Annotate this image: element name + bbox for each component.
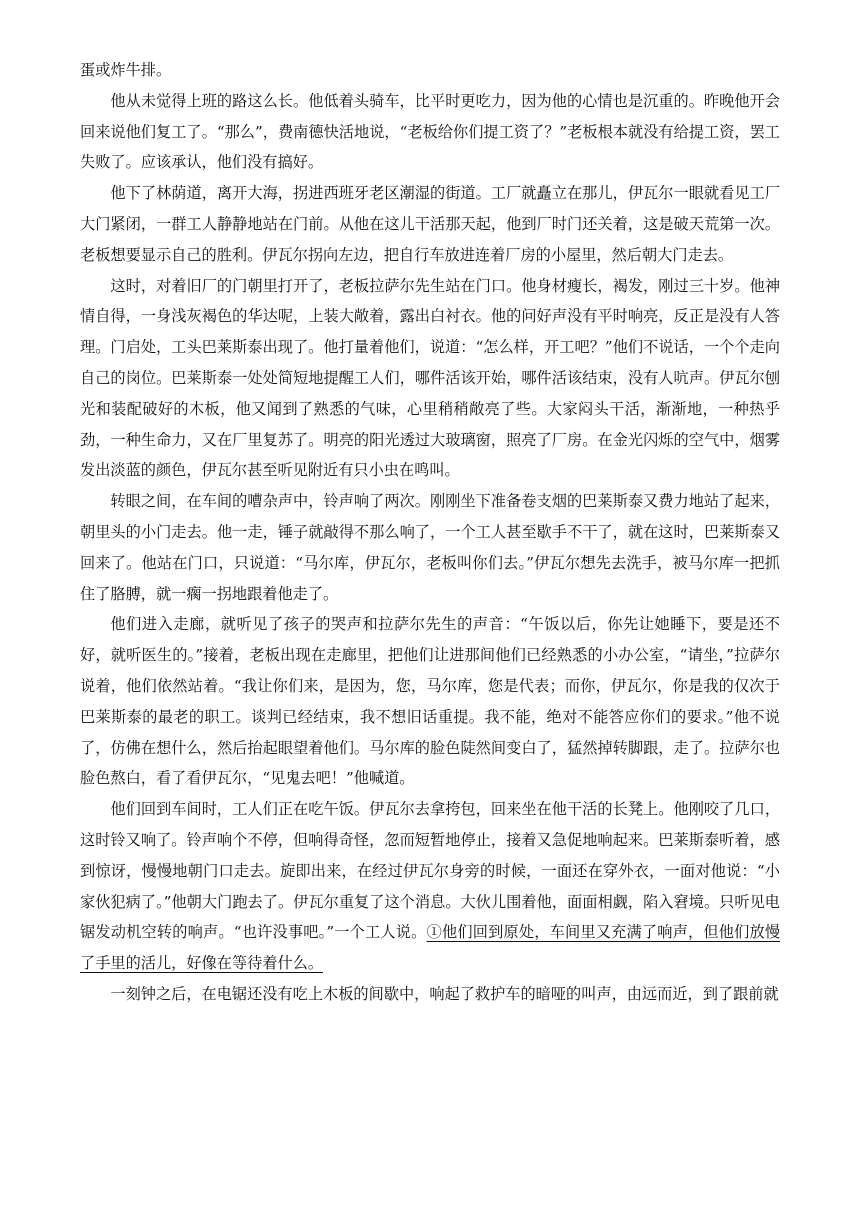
paragraph-6: 他们进入走廊，就听见了孩子的哭声和拉萨尔先生的声音：“午饭以后，你先让她睡下，要是还不好，就听医生的。”接着，老板出现在走廊里，把他们让进那间他们已经熟悉的小办公室，“请坐，”拉萨尔说着，他们依然站着。“我让你们来，是因为，您，马尔库，您是代表；而你，伊瓦尔，你是我的仅次于巴莱斯泰的最老的职工。谈判已经结束，我不想旧话重提。我不能，绝对不能答应你们的要求。”他不说了，仿佛在想什么，然后抬起眼望着他们。马尔库的脸色陡然间变白了，猛然掉转脚跟，走了。拉萨尔也脸色熬白，看了看伊瓦尔，“见鬼去吧！”他喊道。 xyxy=(80,615,780,788)
paragraph-2: 他从未觉得上班的路这么长。他低着头骑车，比平时更吃力，因为他的心情也是沉重的。昨晚他开会回来说他们复工了。“那么”，费南德快活地说，“老板给你们提工资了？”老板根本就没有给提工资，罢工失败了。应该承认，他们没有搞好。 xyxy=(80,91,780,172)
paragraph-4: 这时，对着旧厂的门朝里打开了，老板拉萨尔先生站在门口。他身材瘦长，褐发，刚过三十岁。他神情自得，一身浅灰褐色的华达呢，上装大敞着，露出白衬衣。他的问好声没有平时响亮，反正是没有人答理。门启处，工头巴莱斯泰出现了。他打量着他们，说道：“怎么样，开工吧？”他们不说话，一个个走向自己的岗位。巴莱斯泰一处处简短地提醒工人们，哪件活该开始，哪件活该结束，没有人吭声。伊瓦尔刨光和装配破好的木板，他又闻到了熟悉的气味，心里稍稍敞亮了些。大家闷头干活，渐渐地，一种热乎劲，一种生命力，又在厂里复苏了。明亮的阳光透过大玻璃窗，照亮了厂房。在金光闪烁的空气中，烟雾发出淡蓝的颜色，伊瓦尔甚至听见附近有只小虫在鸣叫。 xyxy=(80,276,780,480)
paragraph-3: 他下了林荫道，离开大海，拐进西班牙老区潮湿的街道。工厂就矗立在那儿，伊瓦尔一眼就看见工厂大门紧闭，一群工人静静地站在门前。从他在这儿干活那天起，他到厂时门还关着，这是破天荒第一次。老板想要显示自己的胜利。伊瓦尔拐向左边，把自行车放进连着厂房的小屋里，然后朝大门走去。 xyxy=(80,184,780,264)
paragraph-7-text: 他们回到车间时，工人们正在吃午饭。伊瓦尔去拿挎包，回来坐在他干活的长凳上。他刚咬了几口，这时铃又响了。铃声响个不停，但响得奇怪，忽而短暂地停止，接着又急促地响起来。巴莱斯泰听着，感到惊讶，慢慢地朝门口走去。旋即出来，在经过伊瓦尔身旁的时候，一面还在穿外衣，一面对他说：“小家伙犯病了。”他朝大门跑去了。伊瓦尔重复了这个消息。大伙儿围着他，面面相觑，陷入窘境。只听见电锯发动机空转的响声。“也许没事吧。”一个工人说。 xyxy=(80,800,780,942)
document-body xyxy=(80,55,780,1010)
paragraph-1: 蛋或炸牛排。 xyxy=(80,61,172,79)
underlined-sentence-1: ①他们回到原处，车间里又充满了响声，但他们放慢了手里的活儿，好像在等待着什么。 xyxy=(80,923,780,973)
paragraph-8: 一刻钟之后，在电锯还没有吃上木板的间歇中，响起了救护车的暗哑的叫声，由远而近，到了跟前就 xyxy=(110,984,779,1003)
paragraph-5: 转眼之间，在车间的嘈杂声中，铃声响了两次。刚刚坐下准备卷支烟的巴莱斯泰又费力地站了起来，朝里头的小门走去。他一走，锤子就敲得不那么响了，一个工人甚至歇手不干了，就在这时，巴莱斯泰又回来了。他站在门口，只说道：“马尔库，伊瓦尔，老板叫你们去。”伊瓦尔想先去洗手，被马尔库一把抓住了胳膊，就一瘸一拐地跟着他走了。 xyxy=(80,492,780,603)
paragraph-7 xyxy=(80,794,780,979)
